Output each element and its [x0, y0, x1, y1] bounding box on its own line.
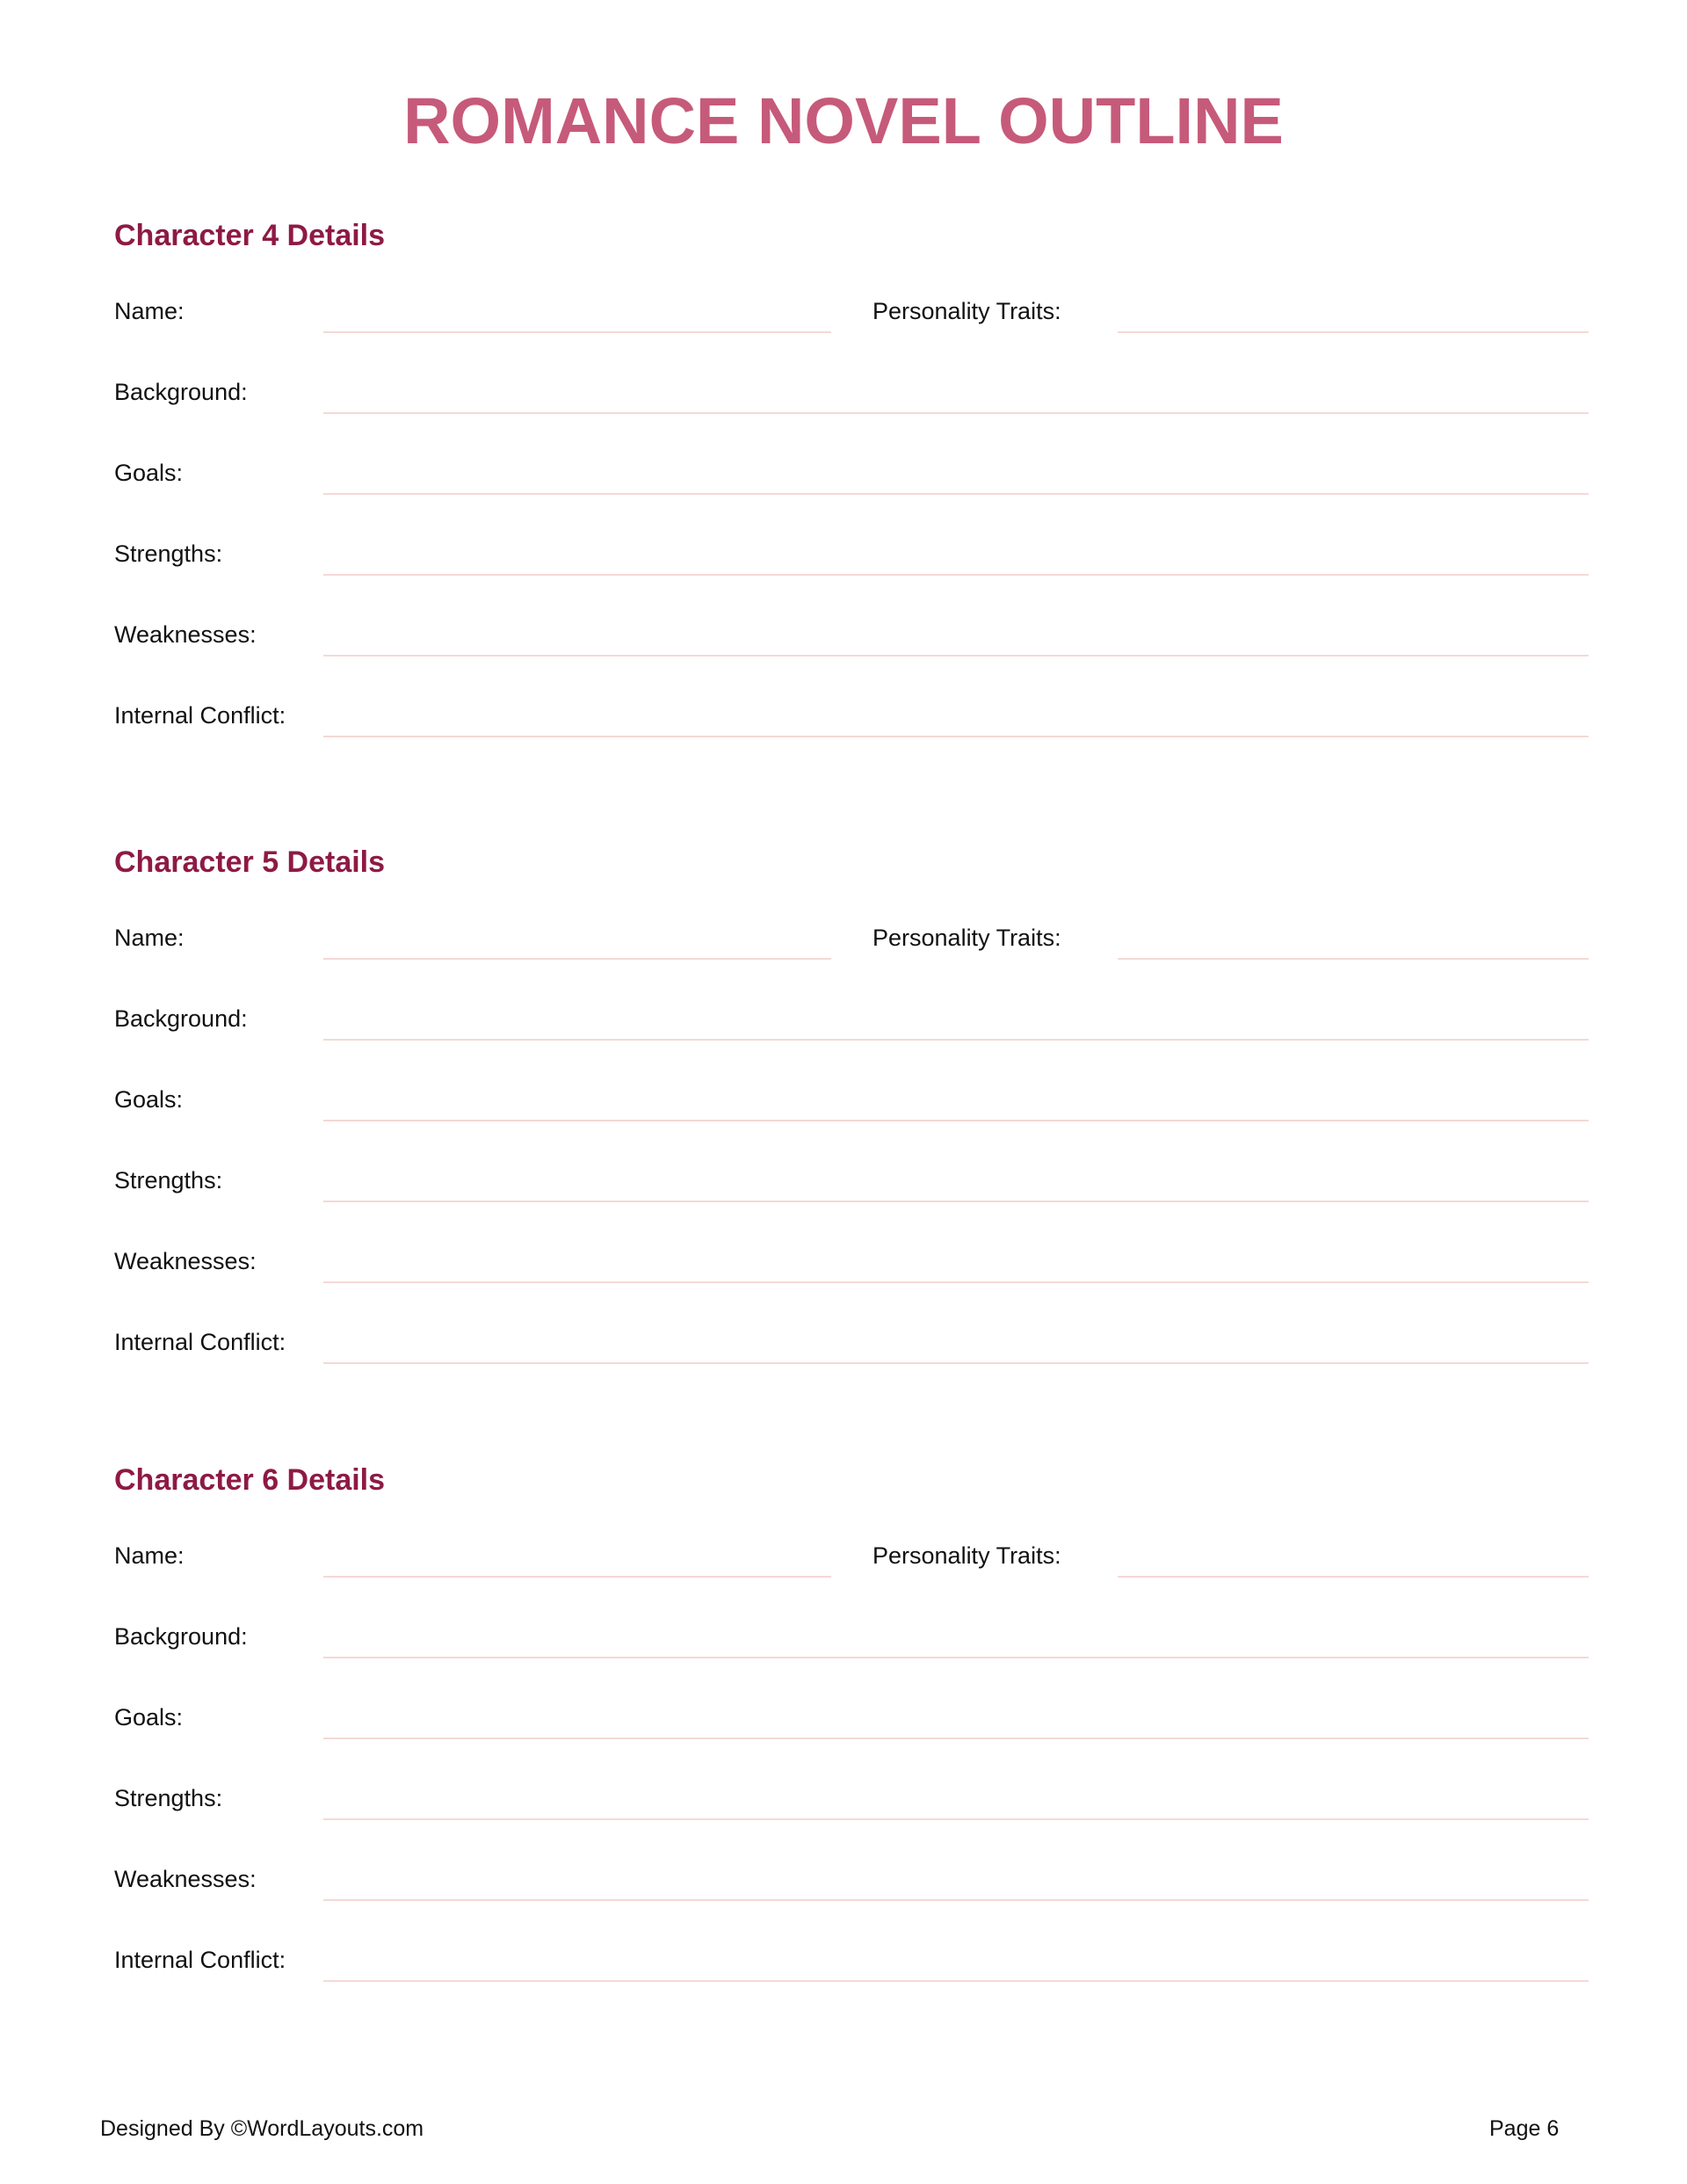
- weaknesses-field[interactable]: [323, 655, 1589, 657]
- name-field[interactable]: [323, 1576, 831, 1578]
- character-section: [0, 1463, 1687, 2010]
- weaknesses-label: Weaknesses:: [114, 1248, 257, 1274]
- strengths-field[interactable]: [323, 1201, 1589, 1202]
- personality-traits-field[interactable]: [1118, 1576, 1589, 1578]
- personality-traits-field[interactable]: [1118, 331, 1589, 333]
- internal-conflict-field[interactable]: [323, 736, 1589, 737]
- weaknesses-label: Weaknesses:: [114, 1866, 257, 1892]
- goals-field[interactable]: [323, 1120, 1589, 1121]
- strengths-label: Strengths:: [114, 1785, 223, 1811]
- internal-conflict-label: Internal Conflict:: [114, 702, 286, 729]
- background-label: Background:: [114, 379, 248, 405]
- background-field[interactable]: [323, 1039, 1589, 1041]
- internal-conflict-field[interactable]: [323, 1980, 1589, 1982]
- name-field[interactable]: [323, 958, 831, 960]
- personality-traits-field[interactable]: [1118, 958, 1589, 960]
- section-heading: Character 5 Details: [114, 845, 386, 879]
- character-section: [0, 845, 1687, 1392]
- section-heading: Character 6 Details: [114, 1463, 386, 1497]
- goals-field[interactable]: [323, 1738, 1589, 1739]
- goals-label: Goals:: [114, 460, 184, 486]
- strengths-field[interactable]: [323, 1818, 1589, 1820]
- weaknesses-field[interactable]: [323, 1899, 1589, 1901]
- name-label: Name:: [114, 298, 185, 324]
- weaknesses-field[interactable]: [323, 1281, 1589, 1283]
- background-field[interactable]: [323, 1657, 1589, 1658]
- name-field[interactable]: [323, 331, 831, 333]
- page-title: ROMANCE NOVEL OUTLINE: [403, 84, 1284, 157]
- weaknesses-label: Weaknesses:: [114, 621, 257, 648]
- internal-conflict-field[interactable]: [323, 1362, 1589, 1364]
- strengths-label: Strengths:: [114, 541, 223, 567]
- background-label: Background:: [114, 1623, 248, 1650]
- personality-traits-label: Personality Traits:: [872, 925, 1061, 951]
- strengths-field[interactable]: [323, 574, 1589, 576]
- goals-field[interactable]: [323, 493, 1589, 495]
- background-field[interactable]: [323, 412, 1589, 414]
- personality-traits-label: Personality Traits:: [872, 1542, 1061, 1569]
- internal-conflict-label: Internal Conflict:: [114, 1329, 286, 1355]
- personality-traits-label: Personality Traits:: [872, 298, 1061, 324]
- page-number: Page 6: [1489, 2116, 1560, 2141]
- strengths-label: Strengths:: [114, 1167, 223, 1194]
- name-label: Name:: [114, 1542, 185, 1569]
- name-label: Name:: [114, 925, 185, 951]
- internal-conflict-label: Internal Conflict:: [114, 1947, 286, 1973]
- section-heading: Character 4 Details: [114, 219, 386, 252]
- goals-label: Goals:: [114, 1086, 184, 1113]
- goals-label: Goals:: [114, 1704, 184, 1731]
- background-label: Background:: [114, 1005, 248, 1032]
- footer-credit: Designed By ©WordLayouts.com: [100, 2116, 424, 2141]
- character-section: [0, 219, 1687, 765]
